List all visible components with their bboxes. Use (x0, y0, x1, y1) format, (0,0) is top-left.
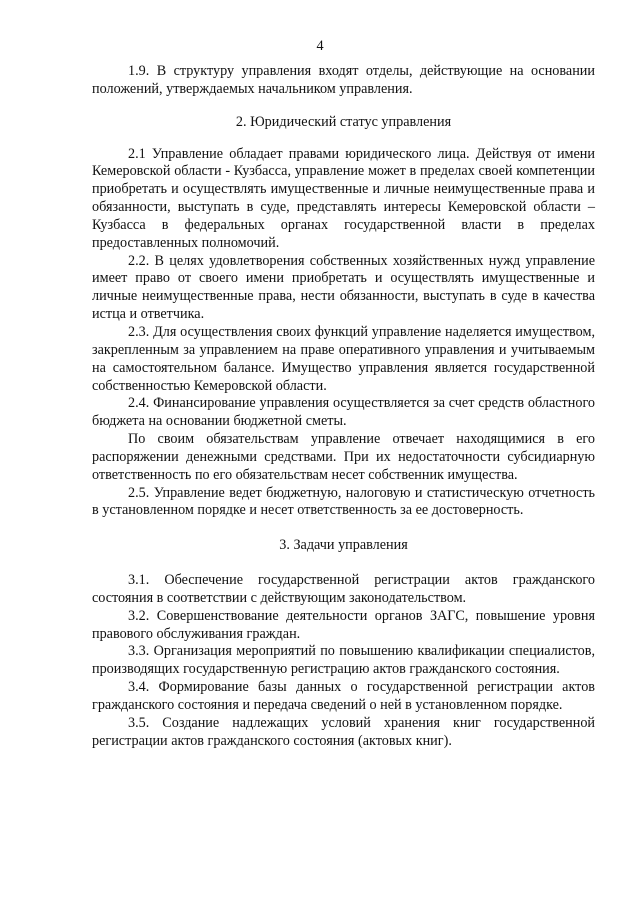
spacer (92, 520, 595, 537)
paragraph-3-4: 3.4. Формирование базы данных о государственной регистрации актов гражданского состояния и передача сведений о ней в установленном порядке. (92, 679, 595, 713)
paragraph-1-9: 1.9. В структуру управления входят отделы, действующие на основании положений, утверждаемых начальником управления. (92, 63, 595, 97)
document-body (92, 63, 595, 751)
section-heading-tasks: 3. Задачи управления (279, 537, 408, 554)
paragraph-obligations: По своим обязательствам управление отвечает находящимися в его распоряжении денежными средствами. При их недостаточности субсидиарную ответственность по его обязательствам несет собственник имущества. (92, 431, 595, 483)
paragraph-3-2: 3.2. Совершенствование деятельности органов ЗАГС, повышение уровня правового обслуживания граждан. (92, 607, 595, 642)
paragraph-2-4: 2.4. Финансирование управления осуществляется за счет средств областного бюджета на основании бюджетной сметы. (92, 395, 595, 430)
page-number: 4 (316, 38, 324, 54)
spacer (92, 555, 595, 572)
paragraph-3-1: 3.1. Обеспечение государственной регистрации актов гражданского состояния в соответствии с действующим законодательством. (92, 572, 595, 606)
spacer (92, 132, 595, 146)
paragraph-2-1: 2.1 Управление обладает правами юридического лица. Действуя от имени Кемеровской области - Кузбасса, управление может в пределах своей компетенции приобретать и осуществлять имущественные и личные неимущественные права и обязанности, выступать в суде, представлять интересы Кемеровской области – Кузбасса в федеральных органах государственной власти в пределах предоставленных полномочий. (92, 145, 595, 251)
paragraph-2-2: 2.2. В целях удовлетворения собственных хозяйственных нужд управление имеет право от своего имени приобретать и осуществлять имущественные и личные неимущественные права, нести обязанности, выступать в суде в качества истца и ответчика. (92, 252, 595, 323)
paragraph-2-5: 2.5. Управление ведет бюджетную, налоговую и статистическую отчетность в установленном порядке и несет ответственность за ее достоверность. (92, 484, 595, 519)
section-heading-legal-status: 2. Юридический статус управления (235, 113, 452, 130)
paragraph-3-5: 3.5. Создание надлежащих условий хранения книг государственной регистрации актов гражданского состояния (актовых книг). (92, 714, 595, 749)
paragraph-3-3: 3.3. Организация мероприятий по повышению квалификации специалистов, производящих государственную регистрацию актов гражданского состояния. (92, 643, 595, 678)
spacer (92, 99, 595, 114)
paragraph-2-3: 2.3. Для осуществления своих функций управление наделяется имуществом, закрепленным за управлением на праве оперативного управления и учитываемым на самостоятельном балансе. Имущество управления является государственной собственностью Кемеровской области. (92, 323, 595, 394)
